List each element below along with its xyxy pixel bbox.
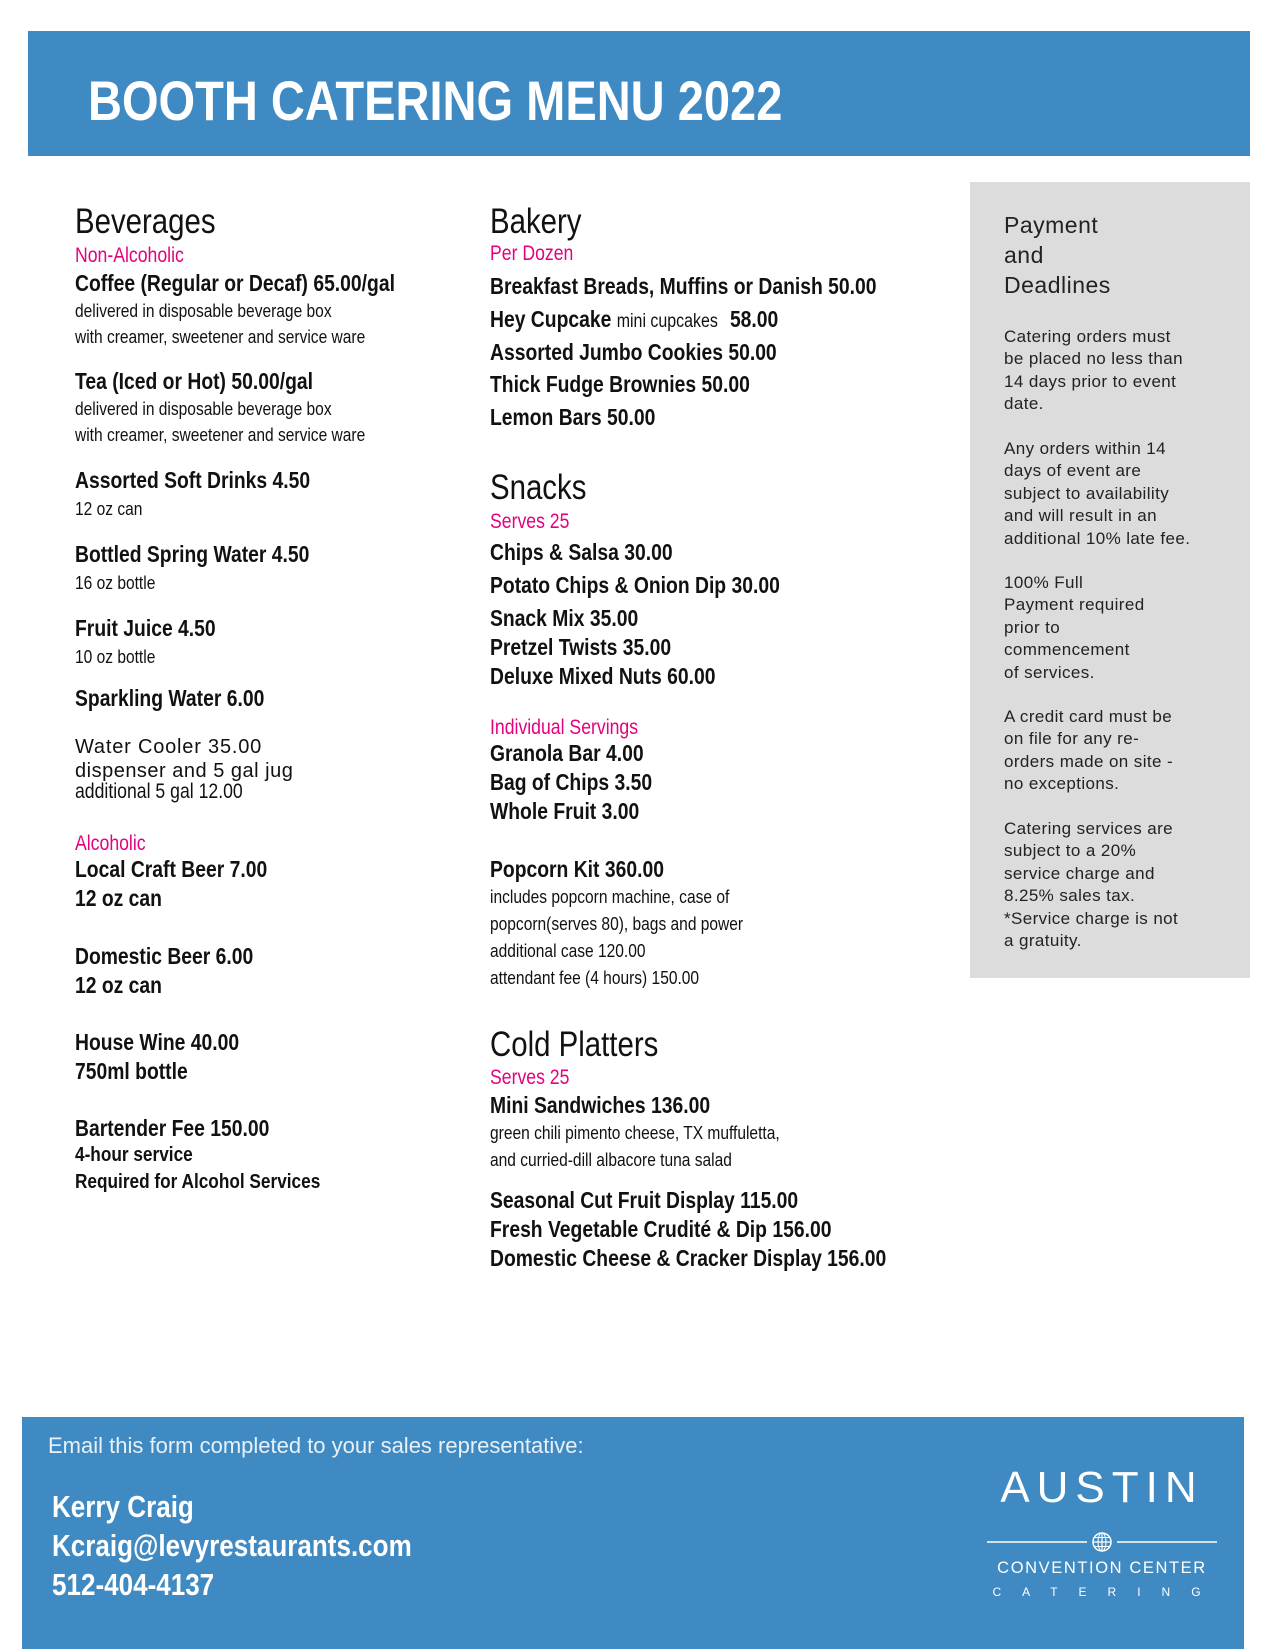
cold-platters-item-1-desc-1: green chili pimento cheese, TX muffuletta, [490,1122,780,1143]
footer-bar [22,1417,1244,1649]
sidebar-p1-line: be placed no less than [1004,349,1183,369]
snacks-item-1: Chips & Salsa 30.00 [490,539,673,565]
snacks-item-5: Deluxe Mixed Nuts 60.00 [490,663,716,689]
bakery-item-2-price: 58.00 [729,306,779,332]
tea-desc-2: with creamer, sweetener and service ware [75,424,366,445]
sidebar-p5-line: 8.25% sales tax. [1004,886,1136,906]
fruit-juice-desc: 10 oz bottle [75,646,156,667]
popcorn-desc-3: additional case 120.00 [490,940,646,961]
non-alcoholic-label: Non-Alcoholic [75,244,184,267]
cold-platters-item-2: Seasonal Cut Fruit Display 115.00 [490,1187,799,1213]
sidebar-p2-line: days of event are [1004,461,1142,481]
payment-deadlines-panel [970,182,1250,978]
bakery-sub: Per Dozen [490,242,574,265]
soft-drinks-desc: 12 oz can [75,498,143,519]
sidebar-p5-line: a gratuity. [1004,931,1082,951]
domestic-beer-item: Domestic Beer 6.00 [75,943,254,969]
snacks-item-4: Pretzel Twists 35.00 [490,634,672,660]
rep-name: Kerry Craig [52,1489,194,1524]
sidebar-p1-line: Catering orders must [1004,327,1171,346]
sidebar-p3-line: commencement [1004,640,1130,660]
beverages-title: Beverages [75,202,216,241]
tea-item: Tea (Iced or Hot) 50.00/gal [75,368,313,394]
footer-instruction: Email this form completed to your sales representative: [48,1433,584,1458]
fruit-juice-item: Fruit Juice 4.50 [75,615,216,641]
sidebar-p5-line: subject to a 20% [1004,841,1137,861]
coffee-item: Coffee (Regular or Decaf) 65.00/gal [75,270,395,296]
logo-wordmark: AUSTIN [1000,1463,1204,1512]
bakery-item-1: Breakfast Breads, Muffins or Danish 50.00 [490,273,877,299]
house-wine-desc: 750ml bottle [75,1058,188,1084]
bakery-item-2-name: Hey Cupcake [490,306,612,332]
rep-phone: 512-404-4137 [52,1567,215,1602]
cold-platters-sub: Serves 25 [490,1066,570,1089]
page-title: BOOTH CATERING MENU 2022 [88,69,783,132]
popcorn-desc-2: popcorn(serves 80), bags and power [490,913,744,934]
house-wine-item: House Wine 40.00 [75,1029,240,1055]
sidebar-paragraph-2 [1004,438,1230,550]
sidebar-p3-line: of services. [1004,662,1095,682]
coffee-desc-2: with creamer, sweetener and service ware [75,326,366,347]
sidebar-p2-line: additional 10% late fee. [1004,528,1191,548]
sidebar-p1-line: 14 days prior to event [1004,371,1177,391]
bartender-desc-2: Required for Alcohol Services [75,1170,321,1193]
rep-email-link[interactable]: Kcraig@levyrestaurants.com [52,1528,412,1563]
sidebar-paragraph-4 [1004,706,1230,796]
soft-drinks-item: Assorted Soft Drinks 4.50 [75,467,311,493]
globe-icon [987,1531,1217,1553]
sidebar-p4-line: orders made on site - [1004,751,1174,771]
sidebar-p5-line: Catering services are [1004,819,1174,838]
bakery-item-2-note: mini cupcakes [616,311,718,332]
cold-platters-item-1: Mini Sandwiches 136.00 [490,1092,711,1118]
cold-platters-item-3: Fresh Vegetable Crudité & Dip 156.00 [490,1216,832,1242]
sidebar-p2-line: subject to availability [1004,483,1170,503]
bakery-item-3: Assorted Jumbo Cookies 50.00 [490,339,777,365]
bartender-item: Bartender Fee 150.00 [75,1115,270,1141]
popcorn-kit-item: Popcorn Kit 360.00 [490,856,664,882]
sidebar-p2-line: Any orders within 14 [1004,439,1167,458]
cold-platters-title: Cold Platters [490,1025,659,1064]
sidebar-p4-line: on file for any re- [1004,729,1140,749]
sidebar-p2-line: and will result in an [1004,506,1157,526]
water-cooler-desc-1: dispenser and 5 gal jug [75,760,294,782]
cold-platters-item-1-desc-2: and curried-dill albacore tuna salad [490,1149,732,1170]
snacks-sub: Serves 25 [490,510,570,533]
tea-desc-1: delivered in disposable beverage box [75,398,332,419]
sidebar-p5-line: service charge and [1004,863,1155,883]
individual-item-2: Bag of Chips 3.50 [490,769,653,795]
sidebar-p3-line: prior to [1004,617,1061,637]
logo-catering: CATERING [992,1585,1222,1599]
snacks-item-2: Potato Chips & Onion Dip 30.00 [490,572,780,598]
sidebar-paragraph-3 [1004,572,1230,684]
popcorn-desc-4: attendant fee (4 hours) 150.00 [490,967,700,988]
popcorn-desc-1: includes popcorn machine, case of [490,886,730,907]
bakery-title: Bakery [490,202,582,241]
sidebar-paragraph-5 [1004,818,1230,952]
sparkling-water-item: Sparkling Water 6.00 [75,685,265,711]
water-cooler-desc-2: additional 5 gal 12.00 [75,780,243,803]
sidebar-paragraph-1 [1004,326,1230,416]
bakery-item-5: Lemon Bars 50.00 [490,404,656,430]
sidebar-p1-line: date. [1004,394,1044,414]
bakery-item-2 [490,305,778,336]
individual-servings-label: Individual Servings [490,716,639,739]
snacks-item-3: Snack Mix 35.00 [490,605,639,631]
craft-beer-desc: 12 oz can [75,885,162,911]
sidebar-title-line-1: Payment [1004,212,1099,238]
spring-water-item: Bottled Spring Water 4.50 [75,541,310,567]
sidebar-p3-line: 100% Full [1004,573,1084,592]
sidebar-p4-line: A credit card must be [1004,707,1173,726]
bartender-desc-1: 4-hour service [75,1143,193,1166]
sidebar-p3-line: Payment required [1004,595,1145,615]
individual-item-3: Whole Fruit 3.00 [490,798,640,824]
cold-platters-item-4: Domestic Cheese & Cracker Display 156.00 [490,1245,887,1271]
bakery-item-4: Thick Fudge Brownies 50.00 [490,371,750,397]
sidebar-title-line-2: and [1004,242,1044,268]
austin-convention-center-logo [982,1463,1222,1613]
alcoholic-label: Alcoholic [75,832,146,855]
individual-item-1: Granola Bar 4.00 [490,740,644,766]
water-cooler-item: Water Cooler 35.00 [75,736,263,758]
spring-water-desc: 16 oz bottle [75,572,156,593]
sidebar-title [1004,210,1204,300]
coffee-desc-1: delivered in disposable beverage box [75,300,332,321]
snacks-title: Snacks [490,468,587,507]
craft-beer-item: Local Craft Beer 7.00 [75,856,268,882]
domestic-beer-desc: 12 oz can [75,972,162,998]
sidebar-p5-line: *Service charge is not [1004,908,1179,928]
sidebar-title-line-3: Deadlines [1004,272,1111,298]
logo-subtitle: CONVENTION CENTER [997,1559,1207,1577]
sidebar-p4-line: no exceptions. [1004,774,1120,794]
